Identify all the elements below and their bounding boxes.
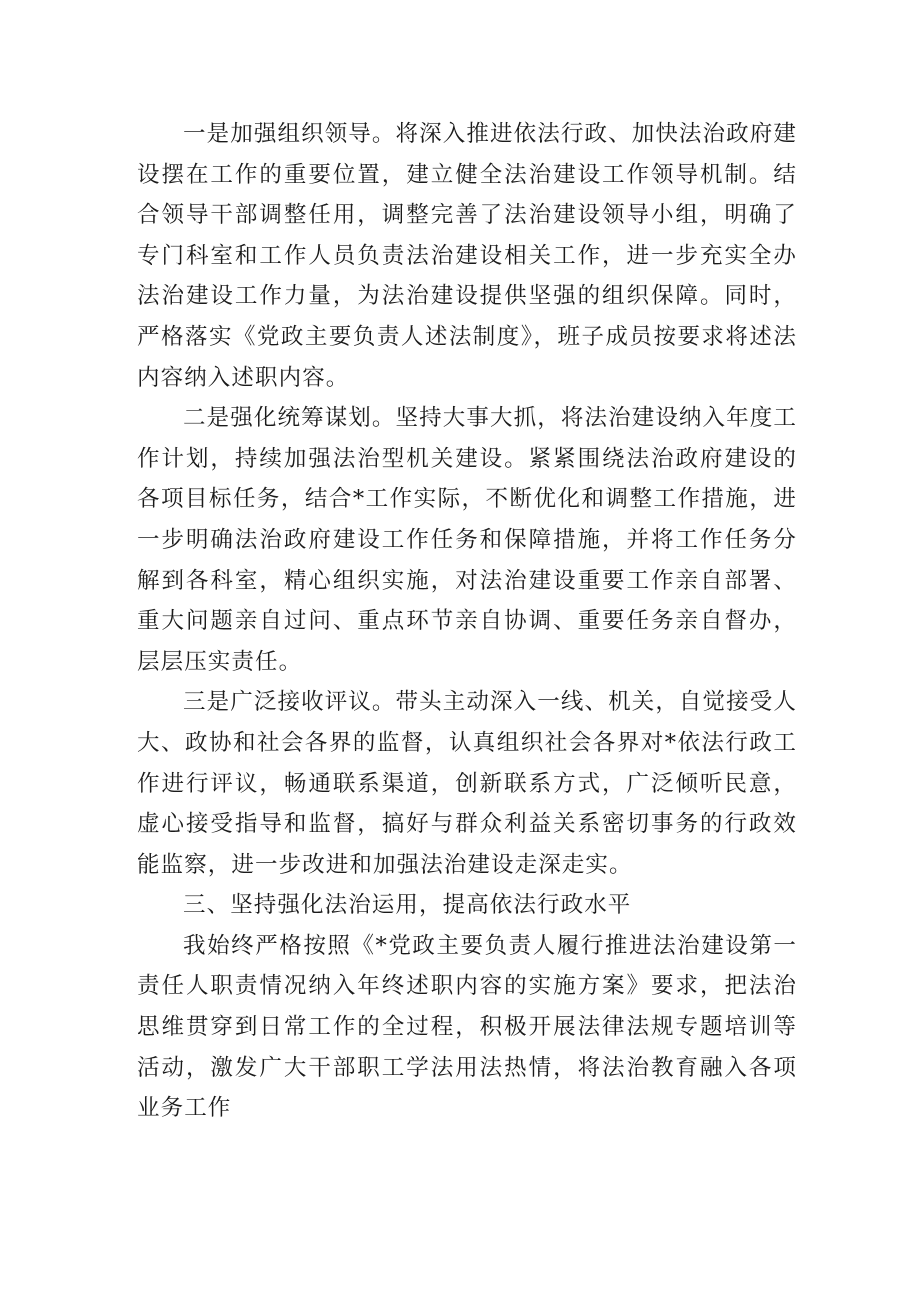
document-body: [137, 114, 797, 1129]
paragraph-organization-leadership: 一是加强组织领导。将深入推进依法行政、加快法治政府建设摆在工作的重要位置，建立健全法治建设工作领导机制。结合领导干部调整任用，调整完善了法治建设领导小组，明确了专门科室和工作人员负责法治建设相关工作，进一步充实全办法治建设工作力量，为法治建设提供坚强的组织保障。同时，严格落实《党政主要负责人述法制度》，班子成员按要求将述法内容纳入述职内容。: [137, 121, 797, 391]
paragraph-overall-planning: 二是强化统筹谋划。坚持大事大抓，将法治建设纳入年度工作计划，持续加强法治型机关建设。紧紧围绕法治政府建设的各项目标任务，结合*工作实际，不断优化和调整工作措施，进一步明确法治政府建设工作任务和保障措施，并将工作任务分解到各科室，精心组织实施，对法治建设重要工作亲自部署、重大问题亲自过问、重点环节亲自协调、重要任务亲自督办，层层压实责任。: [137, 405, 797, 675]
paragraph-accept-evaluation: 三是广泛接收评议。带头主动深入一线、机关，自觉接受人大、政协和社会各界的监督，认真组织社会各界对*依法行政工作进行评议，畅通联系渠道，创新联系方式，广泛倾听民意，虚心接受指导和监督，搞好与群众利益关系密切事务的行政效能监察，进一步改进和加强法治建设走深走实。: [137, 689, 797, 878]
paragraph-closing: 我始终严格按照《*党政主要负责人履行推进法治建设第一责任人职责情况纳入年终述职内容的实施方案》要求，把法治思维贯穿到日常工作的全过程，积极开展法律法规专题培训等活动，激发广大干部职工学法用法热情，将法治教育融入各项业务工作: [137, 932, 797, 1122]
section-heading: 三、坚持强化法治运用，提高依法行政水平: [183, 892, 632, 919]
